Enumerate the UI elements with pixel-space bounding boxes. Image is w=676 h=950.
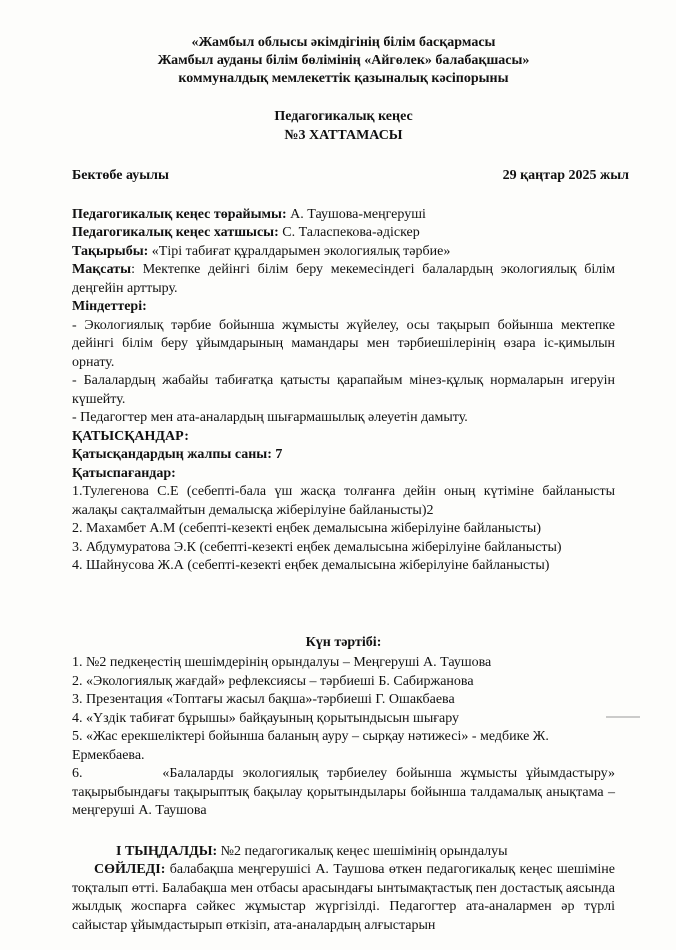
chair-label: Педагогикалық кеңес төрайымы:	[72, 206, 287, 222]
heard-text: №2 педагогикалық кеңес шешімінің орындалуы	[217, 843, 508, 859]
date: 29 қаңтар 2025 жыл	[502, 168, 629, 183]
participants-label: ҚАТЫСҚАНДАР:	[72, 428, 189, 444]
section-1	[72, 843, 615, 936]
organization-header	[72, 34, 615, 88]
document-title	[72, 108, 615, 145]
header-line-2: Жамбыл ауданы білім бөлімінің «Айгөлек» балабақшасы»	[157, 53, 530, 68]
title-line-1: Педагогикалық кеңес	[274, 109, 413, 124]
agenda-item: 1. №2 педкеңестің шешімдерінің орындалуы – Меңгеруші А. Таушова	[72, 655, 492, 670]
meeting-info	[72, 206, 615, 576]
absent-item: 2. Махамбет А.М (себепті-кезекті еңбек демалысына жіберілуіне байланысты)	[72, 521, 541, 536]
agenda-item: 3. Презентация «Топтағы жасыл бақша»-тәрбиеші Г. Ошакбаева	[72, 692, 455, 707]
topic-line	[72, 243, 615, 262]
secretary-value: С. Таласпекова-әдіскер	[278, 225, 420, 240]
agenda-item-6-text: «Балаларды экологиялық тәрбиелеу бойынша жұмысты ұйымдастыру» тақырыбындағы тақырыптық бақылау қорытындылары бойынша талдамалық анықтама – меңгеруші А. Таушова	[72, 766, 616, 818]
agenda-item: 2. «Экологиялық жағдай» рефлексиясы – тәрбиеші Б. Сабиржанова	[72, 673, 474, 689]
goal-label: Мақсаты	[72, 262, 132, 277]
agenda-item: 4. «Үздік табиғат бұрышы» байқауының қорытындысын шығару	[72, 710, 460, 726]
goal-value: : Мектепке дейінгі білім беру мекемесіндегі балалардың экологиялық білім деңгейін арттыру.	[72, 262, 615, 296]
secretary-label: Педагогикалық кеңес хатшысы:	[72, 225, 279, 240]
chair-value: А. Таушова-меңгеруші	[286, 206, 426, 222]
title-line-2: №3 ХАТТАМАСЫ	[284, 127, 403, 143]
agenda-title: Күн тәртібі:	[305, 634, 382, 650]
absent-item: 3. Абдумуратова Э.К (себепті-кезекті еңбек демалысына жіберілуіне байланысты)	[72, 539, 562, 555]
absent-item: 1.Тулегенова С.Е (себепті-бала үш жасқа толғанға дейін оның күтіміне байланысты жалақы сақталмайтын демалысқа жіберілуіне байланысты)2	[72, 484, 615, 518]
place-date-row	[72, 167, 629, 186]
document-page	[72, 34, 629, 935]
scan-artifact	[606, 716, 640, 718]
absent-item: 4. Шайнусова Ж.А (себепті-кезекті еңбек демалысына жіберілуіне байланысты)	[72, 558, 550, 573]
spoke-label: СӨЙЛЕДІ:	[94, 862, 166, 877]
topic-label: Тақырыбы:	[72, 243, 149, 259]
header-line-1: «Жамбыл облысы әкімдігінің білім басқармасы	[191, 35, 496, 50]
chair-line	[72, 206, 615, 225]
agenda-item: 5. «Жас ерекшеліктері бойынша баланың ауру – сырқау нәтижесі» - медбике Ж. Ермекбаева.	[72, 729, 549, 763]
agenda-item-6	[72, 765, 615, 821]
spoke-paragraph	[72, 861, 615, 935]
heard-label: І ТЫҢДАЛДЫ:	[116, 843, 218, 859]
participants-total: Қатысқандардың жалпы саны: 7	[72, 447, 283, 462]
heard-line	[72, 843, 615, 862]
task-item: - Экологиялық тәрбие бойынша жұмысты жүйелеу, осы тақырып бойынша мектепке дейінгі білім беру ұйымдарының мамандары мен тәрбиешілерінің өзара іс-қимылын орнату.	[72, 317, 615, 370]
topic-value: «Тірі табиғат құралдарымен экологиялық тәрбие»	[148, 243, 451, 259]
secretary-line	[72, 224, 615, 243]
tasks-label: Міндеттері:	[72, 299, 147, 314]
place: Бектөбе ауылы	[72, 168, 169, 183]
task-item: - Педагогтер мен ата-аналардың шығармашылық әлеуетін дамыту.	[72, 410, 468, 425]
absent-label: Қатыспағандар:	[72, 465, 176, 481]
header-line-3: коммуналдық мемлекеттік қазыналық кәсіпорыны	[178, 71, 509, 86]
agenda-item-6-number: 6.	[72, 766, 83, 781]
task-item: - Балалардың жабайы табиғатқа қатысты қарапайым мінез-құлық нормаларын игеруін күшейту.	[72, 373, 615, 407]
agenda	[72, 634, 615, 821]
spoke-text: балабақша меңгерушісі А. Таушова өткен педагогикалық кеңес шешіміне тоқталып өтті. Балабақша мен отбасы арасындағы ынтымақтастық пен достастық аясында жылдық жоспарға сәйкес жұмыстар жүргізілді. Педагогтер ата-аналармен әр түрлі сайыстар ұйымдастырып өткізіп, ата-аналардың алғыстарын	[72, 862, 615, 933]
goal-line	[72, 261, 615, 298]
